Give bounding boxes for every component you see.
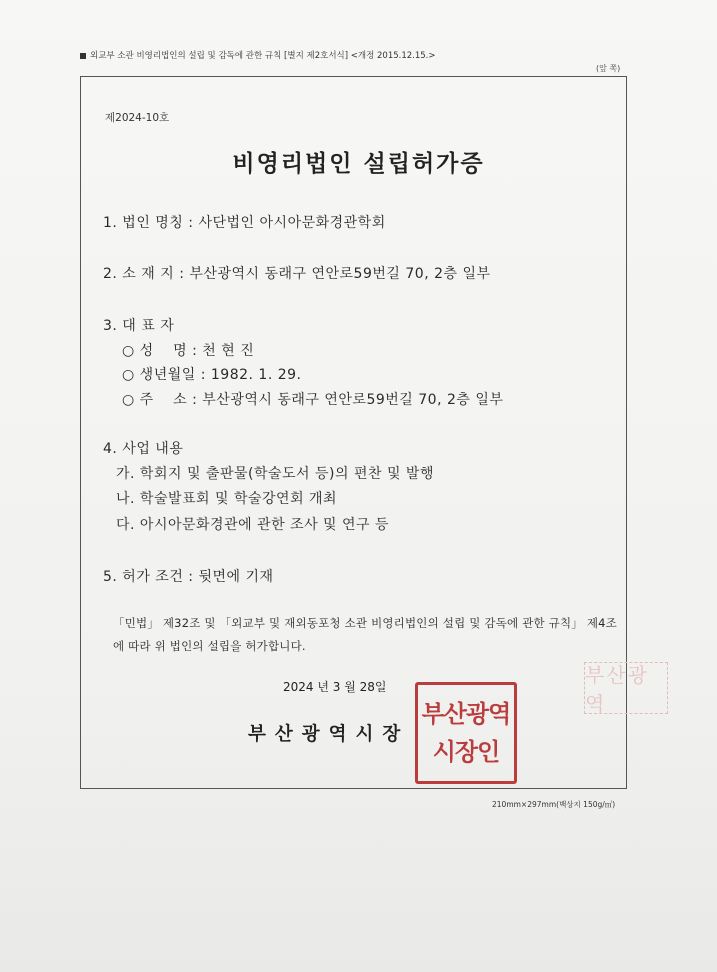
business-item: 나. 학술발표회 및 학술강연회 개최	[116, 491, 338, 507]
issue-date: 2024 년 3 월 28일	[283, 680, 387, 694]
square-bullet-icon	[80, 53, 86, 59]
form-reference	[80, 49, 436, 61]
issuer-title: 부산광역시장	[248, 724, 410, 745]
legal-statement: 「민법」 제32조 및 「외교부 및 재외동포청 소관 비영리법인의 설립 및 감독에 관한 규칙」 제4조에 따라 위 법인의 설립을 허가합니다.	[113, 616, 617, 653]
certificate-number: 제2024-10호	[105, 112, 170, 124]
seal-line-2: 시장인	[432, 737, 500, 766]
faint-seal-stamp: 부산광역	[584, 662, 668, 714]
representative-birthdate: ○ 생년월일 : 1982. 1. 29.	[122, 367, 302, 383]
representative-address: ○ 주 소 : 부산광역시 동래구 연안로59번길 70, 2층 일부	[122, 392, 504, 408]
certificate-title: 비영리법인 설립허가증	[232, 151, 485, 177]
corporation-location: 2. 소 재 지 : 부산광역시 동래구 연안로59번길 70, 2층 일부	[103, 266, 491, 282]
business-heading: 4. 사업 내용	[103, 441, 184, 457]
page-side-note: (앞 쪽)	[596, 64, 621, 73]
representative-heading: 3. 대 표 자	[103, 318, 175, 334]
representative-name: ○ 성 명 : 천 현 진	[122, 343, 255, 359]
business-item: 다. 아시아문화경관에 관한 조사 및 연구 등	[116, 517, 390, 533]
form-reference-text: 외교부 소관 비영리법인의 설립 및 감독에 관한 규칙 [별지 제2호서식] <개정 2015.12.15.>	[90, 51, 436, 61]
official-seal-stamp	[415, 682, 517, 784]
corporation-name: 1. 법인 명칭 : 사단법인 아시아문화경관학회	[103, 215, 386, 231]
permit-conditions: 5. 허가 조건 : 뒷면에 기재	[103, 569, 274, 585]
paper-specification: 210mm×297mm(백상지 150g/㎡)	[492, 800, 616, 809]
business-item: 가. 학회지 및 출판물(학술도서 등)의 편찬 및 발행	[116, 466, 434, 482]
seal-line-1: 부산광역	[421, 699, 511, 728]
